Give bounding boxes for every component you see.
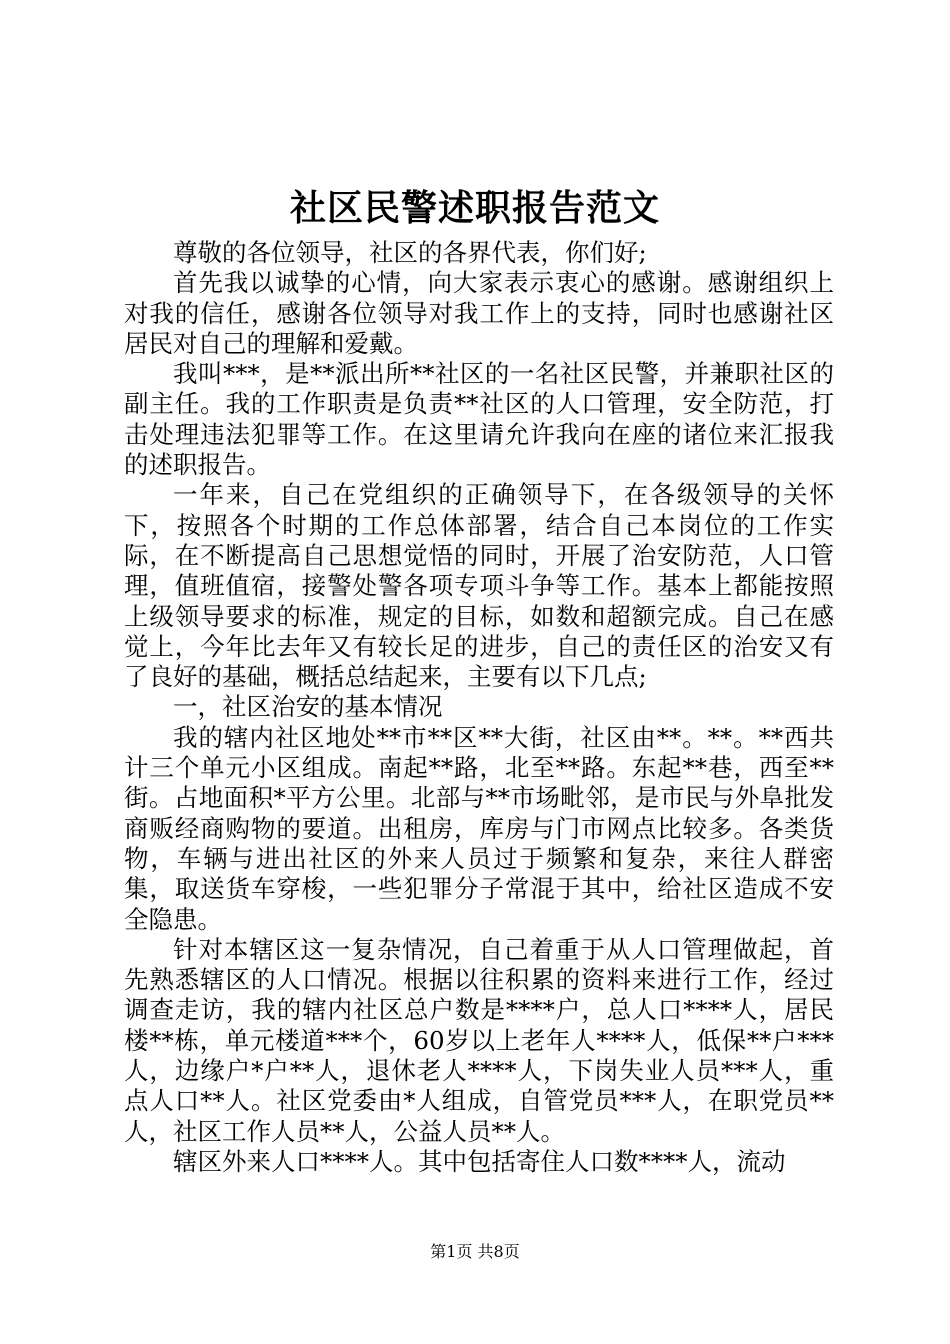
paragraph-migrant-population: 辖区外来人口****人。其中包括寄住人口数****人，流动: [173, 1146, 786, 1176]
paragraph-yearly-summary: 一年来，自己在党组织的正确领导下，在各级领导的关怀下，按照各个时期的工作总体部署，结合自己本岗位的工作实际，在不断提高自己思想觉悟的同时，开展了治安防范，人口管理，值班值宿，接警处警各项专项斗争等工作。基本上都能按照上级领导要求的标准，规定的目标，如数和超额完成。自己在感觉上，今年比去年又有较长足的进步，自己的责任区的治安又有了良好的基础，概括总结起来，主要有以下几点;: [124, 480, 834, 692]
document-body: [124, 238, 834, 1177]
paragraph-thanks: 首先我以诚挚的心情，向大家表示衷心的感谢。感谢组织上对我的信任，感谢各位领导对我工作上的支持，同时也感谢社区居民对自己的理解和爱戴。: [124, 268, 834, 358]
paragraph-population-stats: 针对本辖区这一复杂情况，自己着重于从人口管理做起，首先熟悉辖区的人口情况。根据以往积累的资料来进行工作，经过调查走访，我的辖内社区总户数是****户，总人口****人，居民楼**栋，单元楼道***个，60岁以上老年人****人，低保**户***人，边缘户*户**人，退休老人****人，下岗失业人员***人，重点人口**人。社区党委由*人组成，自管党员***人，在职党员**人，社区工作人员**人，公益人员**人。: [124, 934, 834, 1146]
paragraph-greeting: 尊敬的各位领导，社区的各界代表，你们好;: [173, 238, 647, 267]
paragraph-introduction: 我叫***，是**派出所**社区的一名社区民警，并兼职社区的副主任。我的工作职责是负责**社区的人口管理，安全防范，打击处理违法犯罪等工作。在这里请允许我向在座的诸位来汇报我的述职报告。: [124, 359, 834, 480]
document-title: 社区民警述职报告范文: [289, 187, 660, 229]
page-number: 第1页 共8页: [430, 1242, 520, 1261]
paragraph-community-location: 我的辖内社区地处**市**区**大街，社区由**。**。**西共计三个单元小区组成。南起**路，北至**路。东起**巷，西至**街。占地面积*平方公里。北部与**市场毗邻，是市民与外阜批发商贩经商购物的要道。出租房，库房与门市网点比较多。各类货物，车辆与进出社区的外来人员过于频繁和复杂，来往人群密集，取送货车穿梭，一些犯罪分子常混于其中，给社区造成不安全隐患。: [124, 722, 834, 934]
section-heading: 一，社区治安的基本情况: [173, 692, 443, 722]
